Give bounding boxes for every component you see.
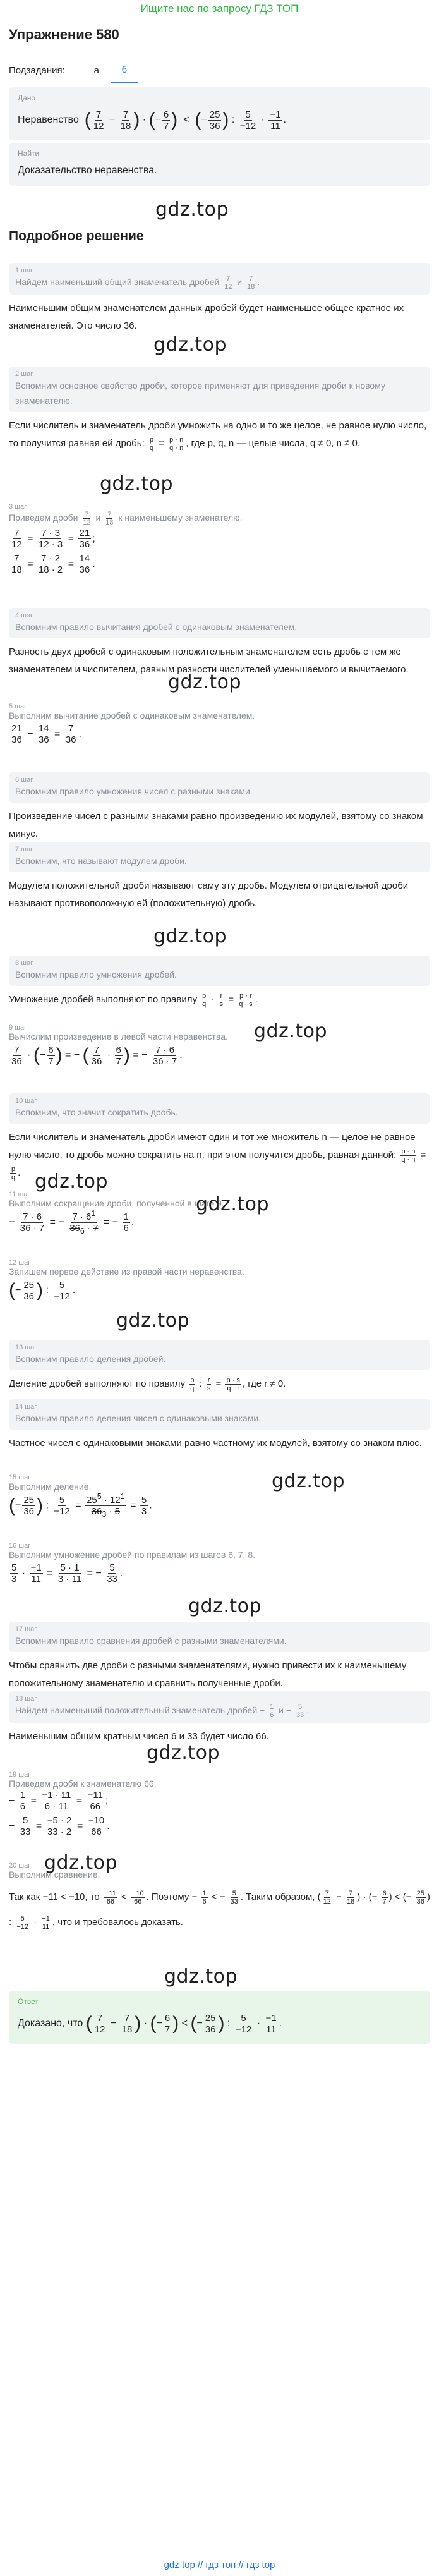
step-body-2: , где p, q, n — целые числа, q ≠ 0, n ≠ 0.: [186, 438, 361, 449]
subtask-selector: [0, 53, 439, 87]
step-body: Разность двух дробей с одинаковым положительным знаменателем есть дробь с тем же знаменателем и числителем, равным разности числителей уменьшаемого и вычитаемого.: [9, 647, 409, 675]
step-desc: Вспомним, что значит сократить дробь.: [15, 1107, 178, 1117]
step-desc: Вспомним правило деления чисел с одинаковыми знаками.: [15, 1413, 262, 1423]
step-8: 8 шаг Вспомним правило умножения дробей. Умножение дробей выполняют по правилу $\frac{p}{q}$ · $\frac{r}{s}$ = $\frac{p \cdot r}{q \cdot s}$ .: [9, 956, 430, 1009]
step-body: Частное чисел с одинаковыми знаками равно частному их модулей, взятому со знаком плюс.: [9, 1438, 422, 1449]
step-1: 1 шаг Найдем наименьший общий знаменатель дробей $\frac{7}{12}$ и $\frac{7}{18}$ . Наименьшим общим знаменателем данных дробей будет наименьшее общее кратное их знаменателей. Это число 36.: [9, 263, 430, 335]
step-head: 1 шаг: [15, 267, 33, 274]
subtasks-label: Подзадания:: [9, 64, 65, 76]
step-body-4: , что и требовалось доказать.: [52, 1917, 183, 1928]
step-19: 19 шаг Приведем дроби к знаменателю 66. − $\frac{1}{6}$ = $\frac{-1 \cdot 11}{6 \cdot 11}$ = $\frac{-11}{66}$ ; − $\frac{5}{33}$ = $\frac{-5 \cdot 2}{33 \cdot 2}$ = $\frac{-10}{66}$ .: [9, 1771, 430, 1839]
step-head: 5 шаг: [9, 703, 27, 710]
step-body-2: , где r ≠ 0.: [242, 1378, 286, 1389]
subtask-tab-a[interactable]: а: [93, 64, 99, 76]
page-title: Упражнение 580: [9, 27, 119, 42]
step-3: 3 шаг Приведем дроби $\frac{7}{12}$ и $\frac{7}{18}$ к наименьшему знаменателю. $\frac{7}{12}$ = $\frac{7 \cdot 3}{12 \cdot 3}$ = $\frac{21}{36}$ ; $\frac{7}{18}$ = $\frac{7 \cdot 2}{18 \cdot 2}$ = $\frac{14}{36}$ .: [9, 503, 430, 577]
step-head: 16 шаг: [9, 1542, 31, 1550]
footer-sep: //: [197, 2560, 203, 2570]
find-card: [9, 143, 430, 186]
step-head: 6 шаг: [15, 776, 33, 784]
step-body: Умножение дробей выполняют по правилу: [9, 994, 197, 1005]
step-head: 9 шаг: [9, 1024, 27, 1031]
step-head: 7 шаг: [15, 846, 33, 853]
step-desc: Вспомним правило умножения дробей.: [15, 969, 177, 980]
solution-title: Подробное решение: [9, 229, 144, 243]
footer-link[interactable]: gdz top: [164, 2560, 195, 2570]
step-head: 10 шаг: [15, 1097, 37, 1105]
step-desc: Вспомним основное свойство дроби, которое применяют для приведения дроби к новому знаменателю.: [15, 380, 385, 406]
step-body: Наименьшим общим кратным чисел 6 и 33 будет число 66.: [9, 1730, 269, 1742]
step-13: 13 шаг Вспомним правило деления дробей. Деление дробей выполняют по правилу $\frac{p}{q}$ : $\frac{r}{s}$ = $\frac{p \cdot s}{q \cdot r}$ , где r ≠ 0.: [9, 1340, 430, 1393]
watermark: gdz.top: [116, 1309, 190, 1332]
step-body: Модулем положительной дроби называют саму эту дробь. Модулем отрицательной дроби называют противоположную ей (положительную) дробь.: [9, 880, 409, 909]
step-desc: Выполним деление.: [9, 1481, 92, 1492]
step-desc: Вычислим произведение в левой части неравенства.: [9, 1031, 228, 1042]
step-desc: Приведем дроби: [9, 513, 78, 523]
step-desc: Вспомним правило деления дробей.: [15, 1354, 166, 1364]
step-body: Чтобы сравнить две дроби с разными знаменателями, нужно привести их к наименьшему положительному знаменателю и сравнить полученные дроби.: [9, 1660, 407, 1689]
step-desc: Вспомним правило сравнения дробей с разными знаменателями.: [15, 1636, 287, 1646]
step-desc: Приведем дроби к знаменателю 66.: [9, 1778, 157, 1789]
footer-link[interactable]: гдз топ: [205, 2560, 236, 2570]
watermark: gdz.top: [168, 671, 242, 693]
step-desc: Найдем наименьший положительный знаменатель дробей: [15, 1705, 258, 1715]
watermark: gdz.top: [44, 1852, 118, 1874]
step-18: 18 шаг Найдем наименьший положительный знаменатель дробей − $\frac{1}{6}$ и − $\frac{5}{33}$ . Наименьшим общим кратным чисел 6 и 33 будет число 66.: [9, 1691, 430, 1746]
step-desc: Выполним сокращение дроби, полученной в шаге 9.: [9, 1198, 224, 1208]
step-body-2: . Поэтому: [146, 1892, 189, 1902]
watermark: gdz.top: [35, 1170, 109, 1193]
search-promo-link[interactable]: Ищите нас по запросу ГДЗ ТОП: [140, 3, 299, 15]
step-desc: Вспомним правило умножения чисел с разными знаками.: [15, 786, 253, 796]
step-head: 14 шаг: [15, 1403, 37, 1411]
find-head: Найти: [18, 149, 40, 158]
watermark: gdz.top: [254, 1020, 328, 1042]
step-15: 15 шаг Выполним деление. (− $\frac{25}{36}$ ) : $\frac{5}{-12}$ = $\frac{25^5 \cdot 12^1}{36_3 \cdot 5}$ = $\frac{5}{3}$ .: [9, 1474, 430, 1520]
watermark: gdz.top: [147, 1742, 220, 1764]
step-head: 3 шаг: [9, 503, 27, 511]
find-text: Доказательство неравенства.: [18, 165, 157, 176]
step-head: 19 шаг: [9, 1771, 31, 1778]
footer-links: [0, 2560, 439, 2570]
step-14: [9, 1399, 430, 1452]
step-4: [9, 608, 430, 679]
step-17: [9, 1622, 430, 1692]
step-body: Произведение чисел с разными знаками равно произведению их модулей, взятому со знаком минус.: [9, 811, 423, 839]
step-10: 10 шаг Вспомним, что значит сократить дробь. Если числитель и знаменатель дроби имеют один и тот же множитель n — целое не равное нулю число, то дробь можно сократить на n, при этом получится дробь, равная данной: $\frac{p \cdot n}{q \cdot n}$ = $\frac{p}{q}$ .: [9, 1093, 430, 1182]
step-7: [9, 842, 430, 913]
step-head: 18 шаг: [15, 1695, 37, 1703]
step-6: [9, 772, 430, 843]
subtask-tab-b[interactable]: б: [111, 58, 138, 83]
step-20: 20 шаг Выполним сравнение. Так как −11 < −10, то $\frac{-11}{66}$ < $\frac{-10}{66}$ . Поэтому − $\frac{1}{6}$ < − $\frac{5}{33}$ . Таким образом, ( $\frac{7}{12}$ − $\frac{7}{18}$ ) · (− $\frac{6}{7}$ ) < (− $\frac{25}{36}$ ) : $\frac{5}{-12}$ · $\frac{-1}{11}$ , что и требовалось доказать.: [9, 1862, 430, 1931]
step-16: 16 шаг Выполним умножение дробей по правилам из шагов 6, 7, 8. $\frac{5}{3}$ · $\frac{-1}{11}$ = $\frac{5 \cdot 1}{3 \cdot 11}$ = − $\frac{5}{33}$ .: [9, 1542, 430, 1588]
step-12: 12 шаг Запишем первое действие из правой части неравенства. (− $\frac{25}{36}$ ) : $\frac{5}{-12}$ .: [9, 1259, 430, 1304]
footer-link[interactable]: гдз top: [246, 2560, 275, 2570]
step-desc: Выполним вычитание дробей с одинаковым знаменателем.: [9, 710, 255, 720]
step-head: 15 шаг: [9, 1474, 31, 1481]
watermark: gdz.top: [272, 1470, 346, 1492]
step-body: Так как −11 < −10, то: [9, 1892, 100, 1902]
answer-head: Ответ: [18, 1997, 39, 2006]
step-head: 20 шаг: [9, 1862, 31, 1869]
given-head: Дано: [18, 94, 36, 102]
step-desc: Вспомним правило вычитания дробей с одинаковым знаменателем.: [15, 622, 298, 632]
step-body: Если числитель и знаменатель дроби умножить на одно и то же целое, не равное нулю число, то получится равная ей дробь:: [9, 420, 427, 449]
given-inequality: Неравенство ( $\frac{7}{12}$ − $\frac{7}{18}$ ) · (− $\frac{6}{7}$ ) < (− $\frac{25}{36}$ ) : $\frac{5}{-12}$ · $\frac{-1}{11}$ .: [18, 109, 286, 131]
step-5: 5 шаг Выполним вычитание дробей с одинаковым знаменателем. $\frac{21}{36}$ − $\frac{14}{36}$ = $\frac{7}{36}$ .: [9, 703, 430, 748]
step-head: 4 шаг: [15, 612, 33, 619]
given-text: Неравенство: [18, 114, 79, 126]
step-head: 2 шаг: [15, 370, 33, 378]
step-head: 8 шаг: [15, 959, 33, 967]
step-9: 9 шаг Вычислим произведение в левой части неравенства. $\frac{7}{36}$ · (− $\frac{6}{7}$ ) = − ( $\frac{7}{36}$ · $\frac{6}{7}$ ) = − $\frac{7 \cdot 6}{36 \cdot 7}$ .: [9, 1024, 430, 1069]
watermark: gdz.top: [155, 198, 229, 221]
step-desc: Выполним умножение дробей по правилам из шагов 6, 7, 8.: [9, 1550, 256, 1560]
step-head: 13 шаг: [15, 1344, 37, 1351]
watermark: gdz.top: [164, 1965, 238, 1988]
answer-text: Доказано, что ( $\frac{7}{12}$ − $\frac{7}{18}$ ) · (− $\frac{6}{7}$ ) < (− $\frac{25}{36}$ ) : $\frac{5}{-12}$ · $\frac{-1}{11}$ .: [18, 2012, 282, 2035]
watermark: gdz.top: [100, 473, 174, 495]
step-head: 12 шаг: [9, 1259, 31, 1267]
step-11: 11 шаг Выполним сокращение дроби, полученной в шаге 9. − $\frac{7 \cdot 6}{36 \cdot 7}$ = − $\frac{7 \cdot 6^1}{36_6 \cdot 7}$ = − $\frac{1}{6}$ .: [9, 1191, 430, 1237]
step-2: 2 шаг Вспомним основное свойство дроби, которое применяют для приведения дроби к новому знаменателю. Если числитель и знаменатель дроби умножить на одно и то же целое, не равное нулю число, то получится равная ей дробь: $\frac{p}{q}$ = $\frac{p \cdot n}{q \cdot n}$ , где p, q, n — целые числа, q ≠ 0, n ≠ 0.: [9, 367, 430, 453]
answer-card: [9, 1991, 430, 2044]
watermark: gdz.top: [153, 334, 227, 356]
step-head: 17 шаг: [15, 1625, 37, 1633]
watermark: gdz.top: [188, 1595, 262, 1617]
step-body: Если числитель и знаменатель дроби имеют один и тот же множитель n — целое не равное нулю число, то дробь можно сократить на n, при этом получится дробь, равная данной:: [9, 1132, 416, 1160]
step-body-3: . Таким образом,: [240, 1892, 315, 1902]
watermark: gdz.top: [153, 925, 227, 947]
step-head: 11 шаг: [9, 1191, 30, 1198]
footer-sep: //: [238, 2560, 244, 2570]
step-desc-2: к наименьшему знаменателю.: [118, 513, 243, 523]
answer-label: Доказано, что: [18, 2018, 83, 2029]
step-desc: Выполним сравнение.: [9, 1869, 100, 1880]
step-desc: Запишем первое действие из правой части неравенства.: [9, 1267, 244, 1277]
step-body: Наименьшим общим знаменателем данных дробей будет наименьшее общее кратное их знаменателей. Это число 36.: [9, 302, 404, 331]
watermark: gdz.top: [196, 1193, 270, 1215]
step-desc: Вспомним, что называют модулем дроби.: [15, 856, 187, 866]
given-card: [9, 87, 430, 140]
step-desc: Найдем наименьший общий знаменатель дробей: [15, 277, 220, 287]
step-body: Деление дробей выполняют по правилу: [9, 1378, 186, 1389]
